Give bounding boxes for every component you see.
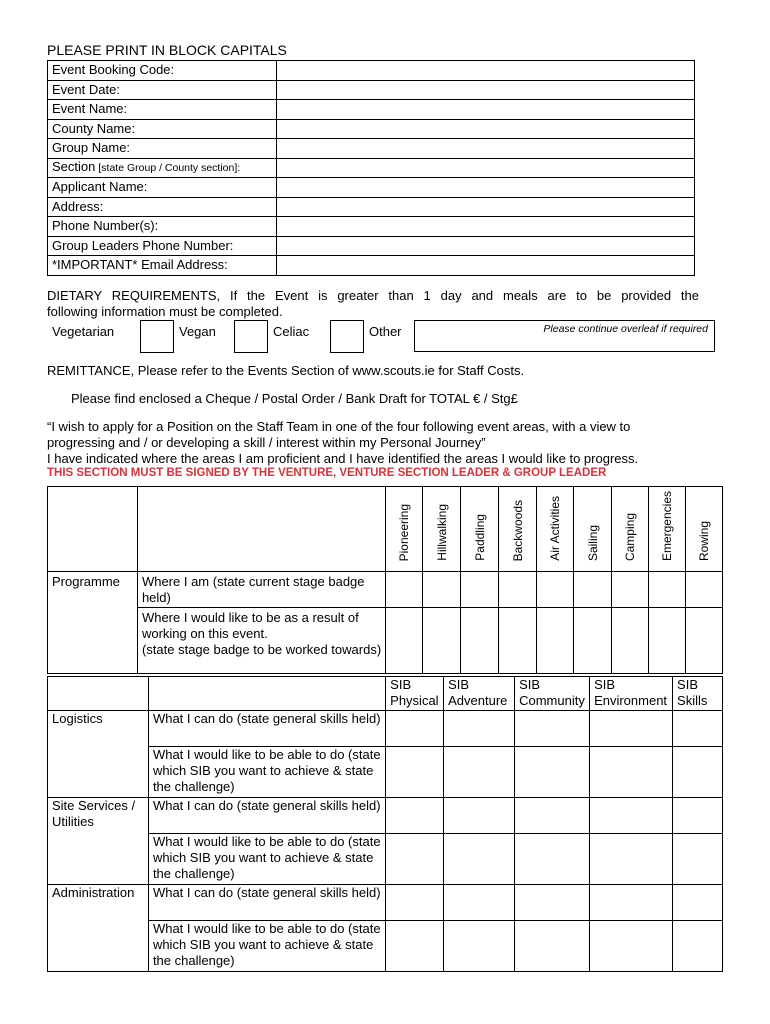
programme-column-header — [612, 487, 649, 572]
sib-column-top: SIB — [677, 677, 698, 692]
detail-input-cell[interactable] — [277, 217, 695, 237]
remittance-line-2: Please find enclosed a Cheque / Postal Order / Bank Draft for TOTAL € / Stg£ — [71, 391, 518, 406]
cell[interactable] — [444, 885, 515, 921]
cell[interactable] — [590, 798, 673, 834]
sib-column-top: SIB — [448, 677, 470, 692]
cell[interactable] — [499, 572, 537, 608]
detail-label-text: Event Name: — [52, 101, 128, 117]
cell[interactable] — [673, 747, 723, 798]
sib-column-top: SIB — [519, 677, 541, 692]
programme-row-current — [48, 572, 723, 608]
detail-label — [48, 158, 277, 178]
cell[interactable] — [649, 608, 686, 674]
application-line-1: “I wish to apply for a Position on the Staff Team in one of the four following event areas, with a view to — [47, 419, 631, 434]
cell[interactable] — [515, 921, 590, 972]
detail-label — [48, 119, 277, 139]
cell[interactable] — [673, 921, 723, 972]
cell[interactable] — [590, 885, 673, 921]
detail-label-text: Phone Number(s): — [52, 218, 159, 234]
detail-label — [48, 217, 277, 237]
dietary-line-1: DIETARY REQUIREMENTS, If the Event is greater than 1 day and meals are to be provided the — [47, 288, 699, 303]
detail-label — [48, 80, 277, 100]
programme-column-header — [499, 487, 537, 572]
detail-label-text: Section — [52, 159, 96, 175]
programme-current-text: Where I am (state current stage badge held) — [137, 572, 386, 608]
detail-row — [48, 61, 695, 81]
sib-column-header — [444, 677, 515, 711]
detail-input-cell[interactable] — [277, 61, 695, 81]
sib-area-label: Logistics — [48, 711, 149, 798]
detail-row — [48, 119, 695, 139]
detail-label-text: Event Booking Code: — [52, 62, 175, 78]
application-line-2: progressing and / or developing a skill / interest within my Personal Journey” — [47, 435, 486, 450]
cell[interactable] — [673, 798, 723, 834]
sib-column-bottom: Environment — [594, 693, 668, 708]
sib-like-to-text: What I would like to be able to do (state which SIB you want to achieve & state the challenge) — [148, 921, 385, 972]
sib-column-bottom: Skills — [677, 693, 708, 708]
cell[interactable] — [386, 608, 423, 674]
cell[interactable] — [461, 608, 499, 674]
vegetarian-checkbox[interactable] — [140, 320, 174, 353]
detail-label-text: Group Name: — [52, 140, 131, 156]
cell[interactable] — [386, 921, 444, 972]
cell[interactable] — [423, 572, 461, 608]
cell[interactable] — [386, 572, 423, 608]
sib-column-bottom: Physical — [390, 693, 439, 708]
cell[interactable] — [386, 747, 444, 798]
detail-row — [48, 178, 695, 198]
programme-column-label: Pioneering — [397, 503, 412, 561]
remittance-line-1: REMITTANCE, Please refer to the Events Section of www.scouts.ie for Staff Costs. — [47, 363, 525, 378]
celiac-checkbox[interactable] — [330, 320, 364, 353]
detail-label-text: *IMPORTANT* Email Address: — [52, 257, 228, 273]
cell[interactable] — [673, 834, 723, 885]
cell[interactable] — [590, 834, 673, 885]
header-blank — [48, 677, 149, 711]
cell[interactable] — [685, 608, 722, 674]
cell[interactable] — [386, 885, 444, 921]
programme-row-target — [48, 608, 723, 674]
detail-input-cell[interactable] — [277, 256, 695, 276]
detail-input-cell[interactable] — [277, 139, 695, 159]
detail-label — [48, 178, 277, 198]
programme-column-header — [423, 487, 461, 572]
cell[interactable] — [461, 572, 499, 608]
vegetarian-label: Vegetarian — [52, 324, 115, 339]
cell[interactable] — [515, 711, 590, 747]
page-title: PLEASE PRINT IN BLOCK CAPITALS — [47, 42, 287, 58]
sib-column-top: SIB — [390, 677, 412, 692]
cell[interactable] — [685, 572, 722, 608]
sib-column-header — [515, 677, 590, 711]
sib-row-can-do — [48, 885, 723, 921]
detail-input-cell[interactable] — [277, 197, 695, 217]
programme-column-label: Air Activities — [548, 496, 563, 561]
programme-column-header — [461, 487, 499, 572]
details-table — [47, 60, 695, 276]
detail-input-cell[interactable] — [277, 119, 695, 139]
detail-label — [48, 197, 277, 217]
programme-target-note: (state stage badge to be worked towards) — [141, 642, 382, 657]
cell[interactable] — [444, 798, 515, 834]
detail-row — [48, 217, 695, 237]
cell[interactable] — [515, 885, 590, 921]
detail-row — [48, 100, 695, 120]
dietary-line-2: following information must be completed. — [47, 304, 283, 319]
cell[interactable] — [444, 711, 515, 747]
programme-column-label: Sailing — [585, 524, 600, 561]
programme-column-header — [386, 487, 423, 572]
sib-row-can-do — [48, 711, 723, 747]
detail-label — [48, 256, 277, 276]
cell[interactable] — [673, 885, 723, 921]
cell[interactable] — [537, 572, 574, 608]
celiac-label: Celiac — [273, 324, 310, 339]
sib-column-header — [590, 677, 673, 711]
detail-label-note: [state Group / County section]: — [98, 162, 241, 175]
cell[interactable] — [386, 798, 444, 834]
sib-column-header — [673, 677, 723, 711]
cell[interactable] — [499, 608, 537, 674]
detail-input-cell[interactable] — [277, 236, 695, 256]
sib-row-like-to — [48, 921, 723, 972]
programme-column-header — [685, 487, 722, 572]
programme-target-line: Where I would like to be as a result of working on this event. — [141, 610, 359, 641]
other-details-field[interactable] — [414, 320, 715, 352]
detail-label-text: County Name: — [52, 120, 136, 136]
cell[interactable] — [444, 921, 515, 972]
detail-label — [48, 139, 277, 159]
programme-column-label: Hillwalking — [434, 504, 449, 561]
other-label: Other — [369, 324, 402, 339]
cell[interactable] — [515, 834, 590, 885]
programme-column-label: Emergencies — [659, 490, 674, 561]
sib-table — [47, 676, 723, 972]
cell[interactable] — [590, 711, 673, 747]
cell[interactable] — [649, 572, 686, 608]
sib-can-do-text: What I can do (state general skills held) — [148, 711, 385, 747]
detail-row — [48, 158, 695, 178]
programme-column-label: Camping — [623, 512, 638, 561]
programme-label: Programme — [48, 572, 138, 674]
sib-column-header — [386, 677, 444, 711]
detail-label-text: Applicant Name: — [52, 179, 148, 195]
detail-label-text: Event Date: — [52, 81, 120, 97]
sib-header-row — [48, 677, 723, 711]
cell[interactable] — [444, 747, 515, 798]
detail-input-cell[interactable] — [277, 178, 695, 198]
programme-column-header — [649, 487, 686, 572]
cell[interactable] — [515, 798, 590, 834]
cell[interactable] — [444, 834, 515, 885]
cell[interactable] — [537, 608, 574, 674]
cell[interactable] — [386, 834, 444, 885]
programme-column-label: Paddling — [472, 514, 487, 561]
detail-input-cell[interactable] — [277, 100, 695, 120]
cell[interactable] — [590, 747, 673, 798]
cell[interactable] — [574, 572, 612, 608]
programme-column-label: Backwoods — [510, 499, 525, 561]
detail-row — [48, 236, 695, 256]
header-blank — [148, 677, 385, 711]
programme-column-header — [537, 487, 574, 572]
sib-row-like-to — [48, 747, 723, 798]
overleaf-note: Please continue overleaf if required — [543, 323, 708, 335]
cell[interactable] — [515, 747, 590, 798]
cell[interactable] — [612, 608, 649, 674]
sib-column-top: SIB — [594, 677, 616, 692]
detail-label-text: Address: — [52, 198, 104, 214]
header-blank — [137, 487, 386, 572]
detail-label — [48, 236, 277, 256]
programme-column-header — [574, 487, 612, 572]
sib-like-to-text: What I would like to be able to do (state which SIB you want to achieve & state the challenge) — [148, 834, 385, 885]
sib-column-bottom: Community — [519, 693, 585, 708]
programme-header-row — [48, 487, 723, 572]
sib-like-to-text: What I would like to be able to do (state which SIB you want to achieve & state the challenge) — [148, 747, 385, 798]
detail-row — [48, 256, 695, 276]
vegan-checkbox[interactable] — [234, 320, 268, 353]
sib-row-like-to — [48, 834, 723, 885]
detail-label-text: Group Leaders Phone Number: — [52, 237, 234, 253]
sib-can-do-text: What I can do (state general skills held) — [148, 798, 385, 834]
detail-input-cell[interactable] — [277, 158, 695, 178]
cell[interactable] — [673, 711, 723, 747]
programme-table — [47, 486, 723, 674]
cell[interactable] — [590, 921, 673, 972]
sib-area-label: Site Services / Utilities — [48, 798, 149, 885]
detail-row — [48, 197, 695, 217]
application-line-3: I have indicated where the areas I am proficient and I have identified the areas I would like to progress. — [47, 451, 639, 466]
detail-label — [48, 100, 277, 120]
cell[interactable] — [612, 572, 649, 608]
signature-warning: THIS SECTION MUST BE SIGNED BY THE VENTURE, VENTURE SECTION LEADER & GROUP LEADER — [47, 467, 607, 479]
header-blank — [48, 487, 138, 572]
cell[interactable] — [574, 608, 612, 674]
programme-column-label: Rowing — [696, 520, 711, 561]
detail-input-cell[interactable] — [277, 80, 695, 100]
sib-can-do-text: What I can do (state general skills held) — [148, 885, 385, 921]
detail-label — [48, 61, 277, 81]
vegan-label: Vegan — [179, 324, 216, 339]
sib-area-label: Administration — [48, 885, 149, 972]
detail-row — [48, 80, 695, 100]
sib-row-can-do — [48, 798, 723, 834]
detail-row — [48, 139, 695, 159]
cell[interactable] — [423, 608, 461, 674]
programme-target-text — [137, 608, 386, 674]
cell[interactable] — [386, 711, 444, 747]
sib-column-bottom: Adventure — [448, 693, 508, 708]
